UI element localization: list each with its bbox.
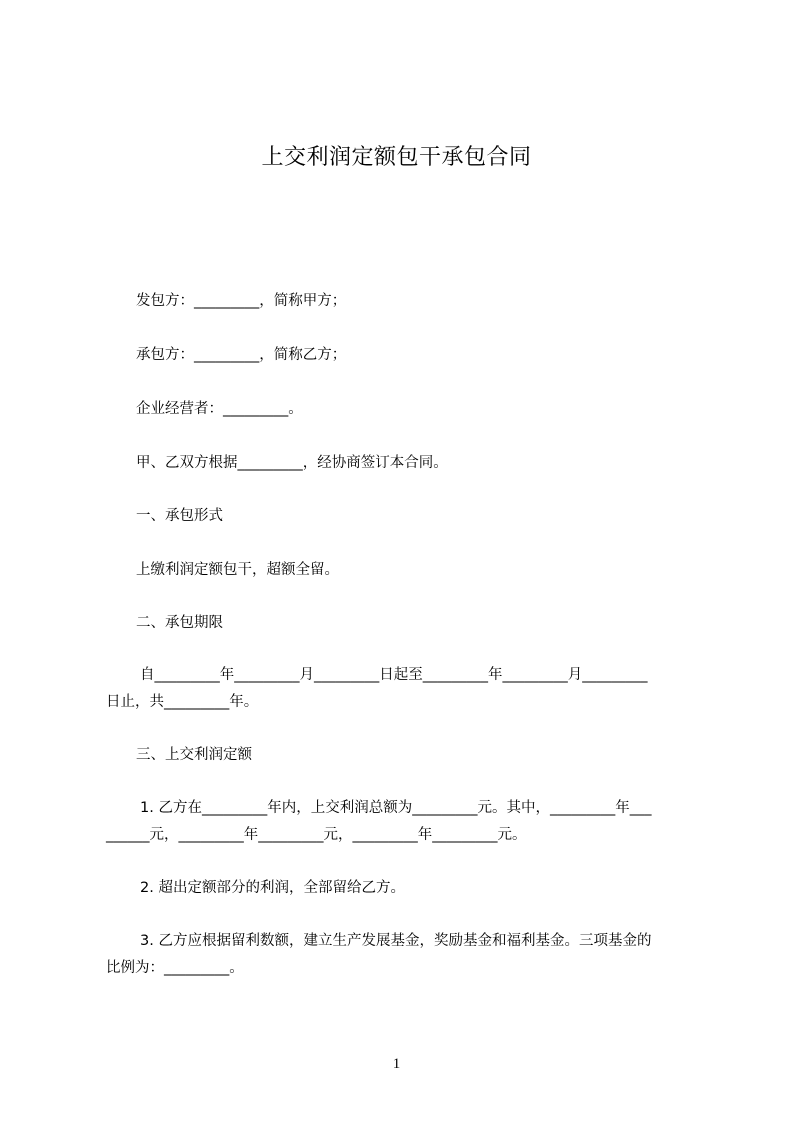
section-1-body: 上缴利润定额包干，超额全留。 xyxy=(136,562,339,578)
section-2-heading: 二、承包期限 xyxy=(136,615,223,631)
clause-3-3-line-1: 3. 乙方应根据留利数额，建立生产发展基金，奖励基金和福利基金。三项基金的 xyxy=(140,933,652,949)
clause-3-3-line-2: 比例为：_________。 xyxy=(106,960,244,976)
section-1-heading: 一、承包形式 xyxy=(136,508,223,524)
section-2-body-line-2: 日止，共_________年。 xyxy=(106,694,259,710)
section-3-heading: 三、上交利润定额 xyxy=(136,747,252,763)
clause-3-1-line-2: ______元，_________年_________元，_________年_________元。 xyxy=(106,827,527,843)
enterprise-manager-line: 企业经营者：_________。 xyxy=(136,401,303,417)
contractor-party-line: 发包方：_________，简称甲方； xyxy=(136,293,347,309)
section-2-body-line-1: 自_________年_________月_________日起至_________年_________月_________ xyxy=(140,667,648,683)
contractee-party-line: 承包方：_________，简称乙方； xyxy=(136,347,347,363)
page-number: 1 xyxy=(392,1056,401,1072)
clause-3-1-line-1: 1. 乙方在_________年内，上交利润总额为_________元。其中，_________年___ xyxy=(140,800,652,816)
document-title: 上交利润定额包干承包合同 xyxy=(261,145,532,170)
agreement-basis-line: 甲、乙双方根据_________，经协商签订本合同。 xyxy=(136,455,448,471)
clause-3-2: 2. 超出定额部分的利润，全部留给乙方。 xyxy=(140,880,405,896)
